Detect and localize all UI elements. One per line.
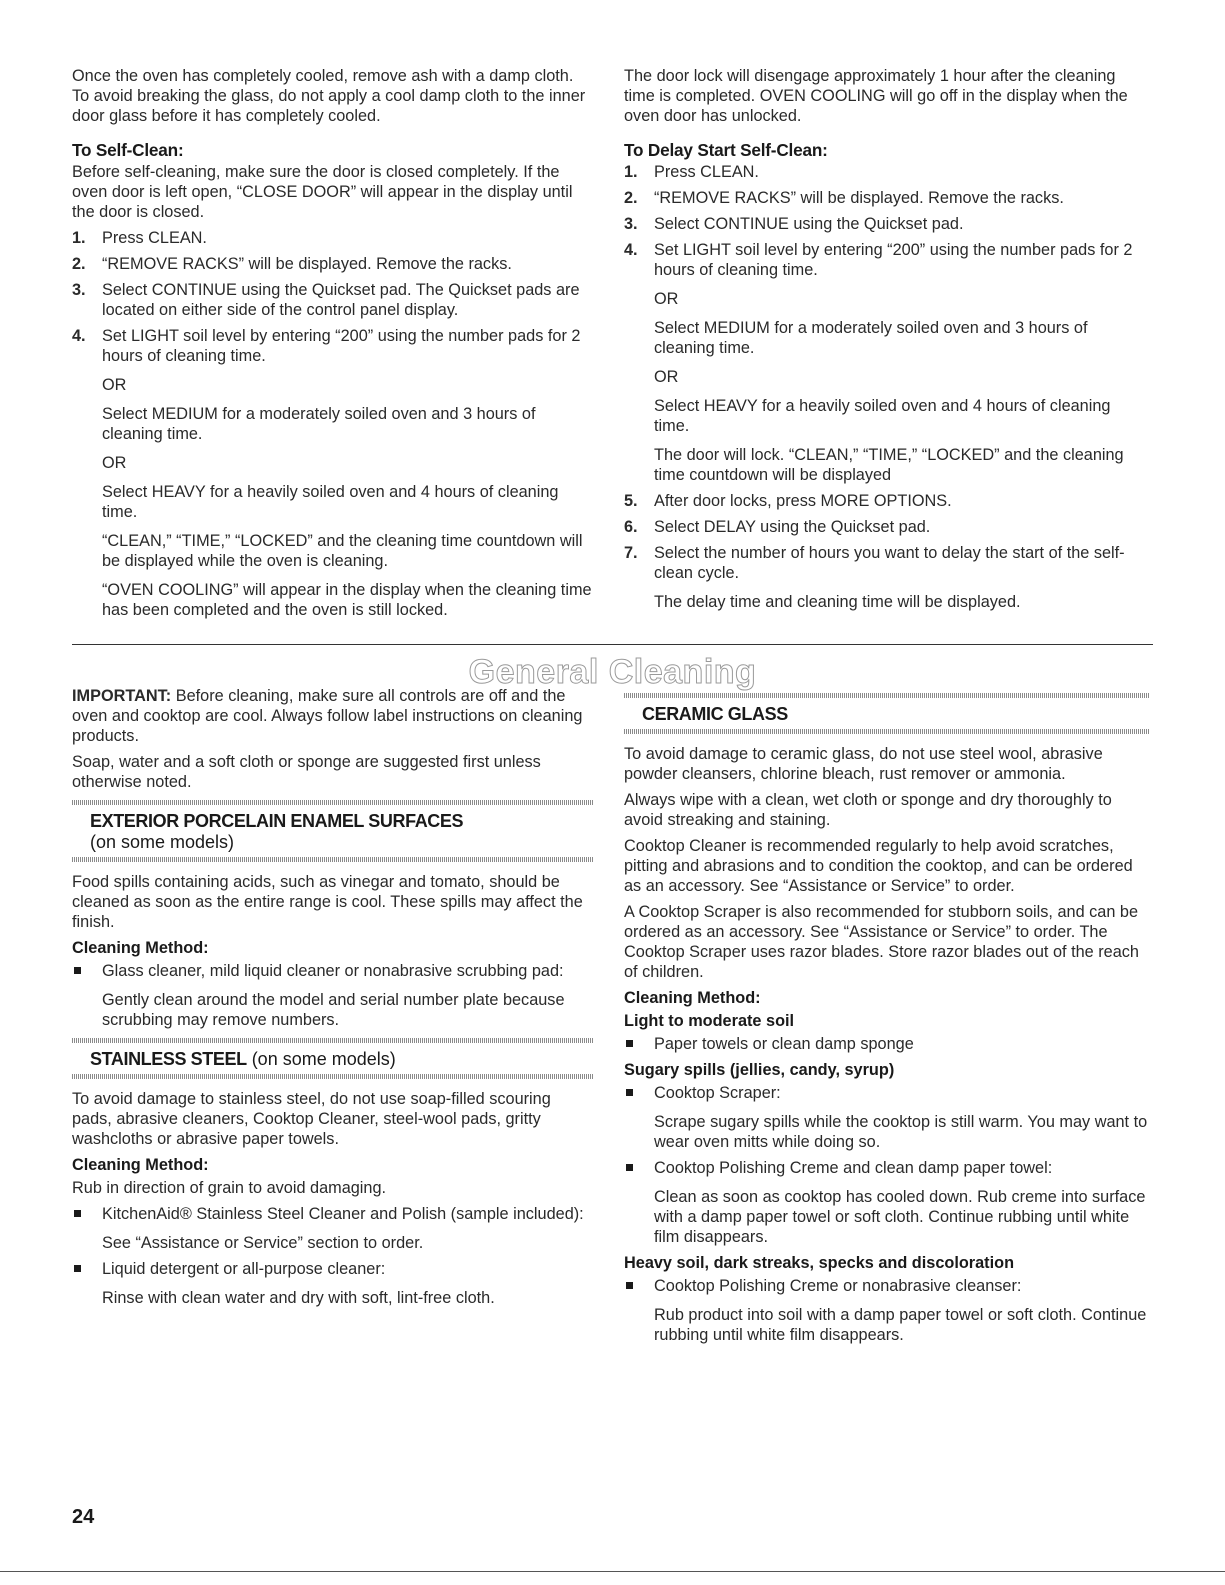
bullet-item <box>624 1276 1149 1345</box>
stainless-method-text: Rub in direction of grain to avoid damaging. <box>72 1179 387 1197</box>
step-item <box>72 228 594 248</box>
step-number: 7. <box>624 544 638 562</box>
important-label: IMPORTANT: <box>72 687 172 705</box>
step-number: 1. <box>72 229 86 247</box>
step-text: After door locks, press MORE OPTIONS. <box>654 492 952 510</box>
ceramic-section-header <box>624 693 1149 734</box>
self-clean-lead: Before self-cleaning, make sure the door is closed completely. If the oven door is left open, “CLOSE DOOR” will appear in the display until the door is closed. <box>72 163 573 221</box>
step-number: 3. <box>72 281 86 299</box>
stainless-body: To avoid damage to stainless steel, do not use soap-filled scouring pads, abrasive cleaners, Cooktop Cleaner, steel-wool pads, gritty washcloths or abrasive paper towels. <box>72 1090 551 1148</box>
stainless-section-header <box>72 1038 594 1079</box>
step-text: Set LIGHT soil level by entering “200” using the number pads for 2 hours of cleaning time. <box>102 327 581 365</box>
page-number: 24 <box>72 1506 95 1528</box>
step-number: 6. <box>624 518 638 536</box>
soil-group-label: Heavy soil, dark streaks, specks and discoloration <box>624 1254 1015 1272</box>
self-clean-steps <box>72 228 594 620</box>
delay-start-heading: To Delay Start Self-Clean: <box>624 140 828 160</box>
bullet-text: Scrape sugary spills while the cooktop is still warm. You may want to wear oven mitts while doing so. <box>654 1113 1148 1151</box>
step-number: 5. <box>624 492 638 510</box>
step-number: 3. <box>624 215 638 233</box>
step-text: “CLEAN,” “TIME,” “LOCKED” and the cleaning time countdown will be displayed while the oven is cleaning. <box>102 532 583 570</box>
step-item <box>72 254 594 274</box>
important-note <box>72 686 594 746</box>
step-text: Select CONTINUE using the Quickset pad. The Quickset pads are located on either side of the control panel display. <box>102 281 580 319</box>
bullet-text: See “Assistance or Service” section to order. <box>102 1234 424 1252</box>
step-number: 2. <box>72 255 86 273</box>
general-cleaning-title: General Cleaning <box>468 653 757 691</box>
bullet-text: Cooktop Polishing Creme or nonabrasive cleanser: <box>654 1277 1022 1295</box>
self-clean-column <box>72 66 594 626</box>
bullet-item <box>624 1083 1149 1152</box>
ceramic-glass-column <box>624 693 1149 1351</box>
self-clean-heading: To Self-Clean: <box>72 140 184 160</box>
step-text: Select HEAVY for a heavily soiled oven and 4 hours of cleaning time. <box>102 483 559 521</box>
stainless-title: STAINLESS STEEL <box>90 1049 247 1069</box>
porcelain-body: Food spills containing acids, such as vinegar and tomato, should be cleaned as soon as the entire range is cool. These spills may affect the finish. <box>72 873 583 931</box>
step-item <box>624 240 1149 485</box>
ash-removal-paragraph: Once the oven has completely cooled, remove ash with a damp cloth. To avoid breaking the glass, do not apply a cool damp cloth to the inner door glass before it has completely cooled. <box>72 67 586 125</box>
bullet-text: Glass cleaner, mild liquid cleaner or nonabrasive scrubbing pad: <box>102 962 564 980</box>
ceramic-paragraph: A Cooktop Scraper is also recommended for stubborn soils, and can be ordered as an accessory. See “Assistance or Service” to order. The Cooktop Scraper uses razor blades. Store razor blades out of the reach of children. <box>624 903 1139 981</box>
dotted-rule <box>72 857 594 862</box>
step-text: Select DELAY using the Quickset pad. <box>654 518 931 536</box>
bullet-item <box>72 961 594 1030</box>
delay-start-steps <box>624 162 1149 612</box>
bullet-text: Rub product into soil with a damp paper towel or soft cloth. Continue rubbing until white film disappears. <box>654 1306 1147 1344</box>
page-bottom-rule <box>0 1571 1225 1572</box>
step-text: Press CLEAN. <box>102 229 207 247</box>
step-text: The delay time and cleaning time will be displayed. <box>654 593 1021 611</box>
bullet-item <box>72 1204 594 1253</box>
door-lock-paragraph: The door lock will disengage approximately 1 hour after the cleaning time is completed. OVEN COOLING will go off in the display when the oven door has unlocked. <box>624 67 1128 125</box>
ceramic-paragraph: Cooktop Cleaner is recommended regularly to help avoid scratches, pitting and abrasions and to condition the cooktop, and can be ordered as an accessory. See “Assistance or Service” to order. <box>624 837 1133 895</box>
bullet-text: Gently clean around the model and serial number plate because scrubbing may remove numbers. <box>102 991 565 1029</box>
step-number: 4. <box>72 327 86 345</box>
bullet-text: KitchenAid® Stainless Steel Cleaner and Polish (sample included): <box>102 1205 584 1223</box>
ceramic-title: CERAMIC GLASS <box>642 704 788 724</box>
soil-group-list <box>624 1034 1149 1054</box>
soap-water-note: Soap, water and a soft cloth or sponge are suggested first unless otherwise noted. <box>72 753 541 791</box>
ceramic-paragraphs <box>624 744 1149 982</box>
step-number: 4. <box>624 241 638 259</box>
dotted-rule <box>72 1074 594 1079</box>
step-text: OR <box>102 454 127 472</box>
soil-group-label: Sugary spills (jellies, candy, syrup) <box>624 1061 895 1079</box>
step-text: Select the number of hours you want to delay the start of the self-clean cycle. <box>654 544 1125 582</box>
ceramic-paragraph: To avoid damage to ceramic glass, do not use steel wool, abrasive powder cleansers, chlorine bleach, rust remover or ammonia. <box>624 745 1103 783</box>
step-item <box>72 280 594 320</box>
step-text: “OVEN COOLING” will appear in the display when the cleaning time has been completed and the oven is still locked. <box>102 581 592 619</box>
bullet-text: Cooktop Polishing Creme and clean damp paper towel: <box>654 1159 1053 1177</box>
bullet-item <box>72 1259 594 1308</box>
bullet-text: Paper towels or clean damp sponge <box>654 1035 914 1053</box>
bullet-item <box>624 1158 1149 1247</box>
step-item <box>624 214 1149 234</box>
soil-group-list <box>624 1083 1149 1247</box>
step-item <box>624 517 1149 537</box>
step-text: OR <box>102 376 127 394</box>
porcelain-section-header <box>72 800 594 862</box>
soil-group-list <box>624 1276 1149 1345</box>
bullet-text: Liquid detergent or all-purpose cleaner: <box>102 1260 386 1278</box>
bullet-text: Rinse with clean water and dry with soft, lint-free cloth. <box>102 1289 495 1307</box>
step-item <box>624 188 1149 208</box>
general-cleaning-left-column <box>72 686 594 1314</box>
stainless-subtitle: (on some models) <box>246 1049 396 1069</box>
porcelain-title: EXTERIOR PORCELAIN ENAMEL SURFACES <box>90 811 464 831</box>
dotted-rule <box>624 729 1149 734</box>
important-text: Before cleaning, make sure all controls are off and the oven and cooktop are cool. Always follow label instructions on cleaning products. <box>72 687 583 745</box>
step-text: Select MEDIUM for a moderately soiled oven and 3 hours of cleaning time. <box>654 319 1088 357</box>
stainless-method-list <box>72 1204 594 1308</box>
stainless-method-label: Cleaning Method: <box>72 1156 209 1174</box>
step-text: Set LIGHT soil level by entering “200” using the number pads for 2 hours of cleaning time. <box>654 241 1133 279</box>
step-number: 1. <box>624 163 638 181</box>
step-item <box>72 326 594 620</box>
step-text: OR <box>654 368 679 386</box>
step-text: Select MEDIUM for a moderately soiled oven and 3 hours of cleaning time. <box>102 405 536 443</box>
soil-group-label: Light to moderate soil <box>624 1012 795 1030</box>
step-number: 2. <box>624 189 638 207</box>
step-text: Select HEAVY for a heavily soiled oven and 4 hours of cleaning time. <box>654 397 1111 435</box>
ceramic-method-label: Cleaning Method: <box>624 989 761 1007</box>
step-text: Press CLEAN. <box>654 163 759 181</box>
step-item <box>624 491 1149 511</box>
step-text: “REMOVE RACKS” will be displayed. Remove the racks. <box>654 189 1064 207</box>
porcelain-method-list <box>72 961 594 1030</box>
step-text: “REMOVE RACKS” will be displayed. Remove the racks. <box>102 255 512 273</box>
ceramic-soil-groups <box>624 1011 1149 1345</box>
bullet-text: Cooktop Scraper: <box>654 1084 781 1102</box>
porcelain-method-label: Cleaning Method: <box>72 939 209 957</box>
step-text: OR <box>654 290 679 308</box>
bullet-text: Clean as soon as cooktop has cooled down. Rub creme into surface with a damp paper towel or soft cloth. Continue rubbing until white film disappears. <box>654 1188 1146 1246</box>
section-divider <box>72 644 1153 645</box>
step-item <box>624 162 1149 182</box>
step-text: Select CONTINUE using the Quickset pad. <box>654 215 964 233</box>
ceramic-paragraph: Always wipe with a clean, wet cloth or sponge and dry thoroughly to avoid streaking and staining. <box>624 791 1112 829</box>
delay-start-column <box>624 66 1149 618</box>
bullet-item <box>624 1034 1149 1054</box>
porcelain-subtitle: (on some models) <box>90 832 235 852</box>
step-item <box>624 543 1149 612</box>
step-text: The door will lock. “CLEAN,” “TIME,” “LOCKED” and the cleaning time countdown will be displayed <box>654 446 1124 484</box>
